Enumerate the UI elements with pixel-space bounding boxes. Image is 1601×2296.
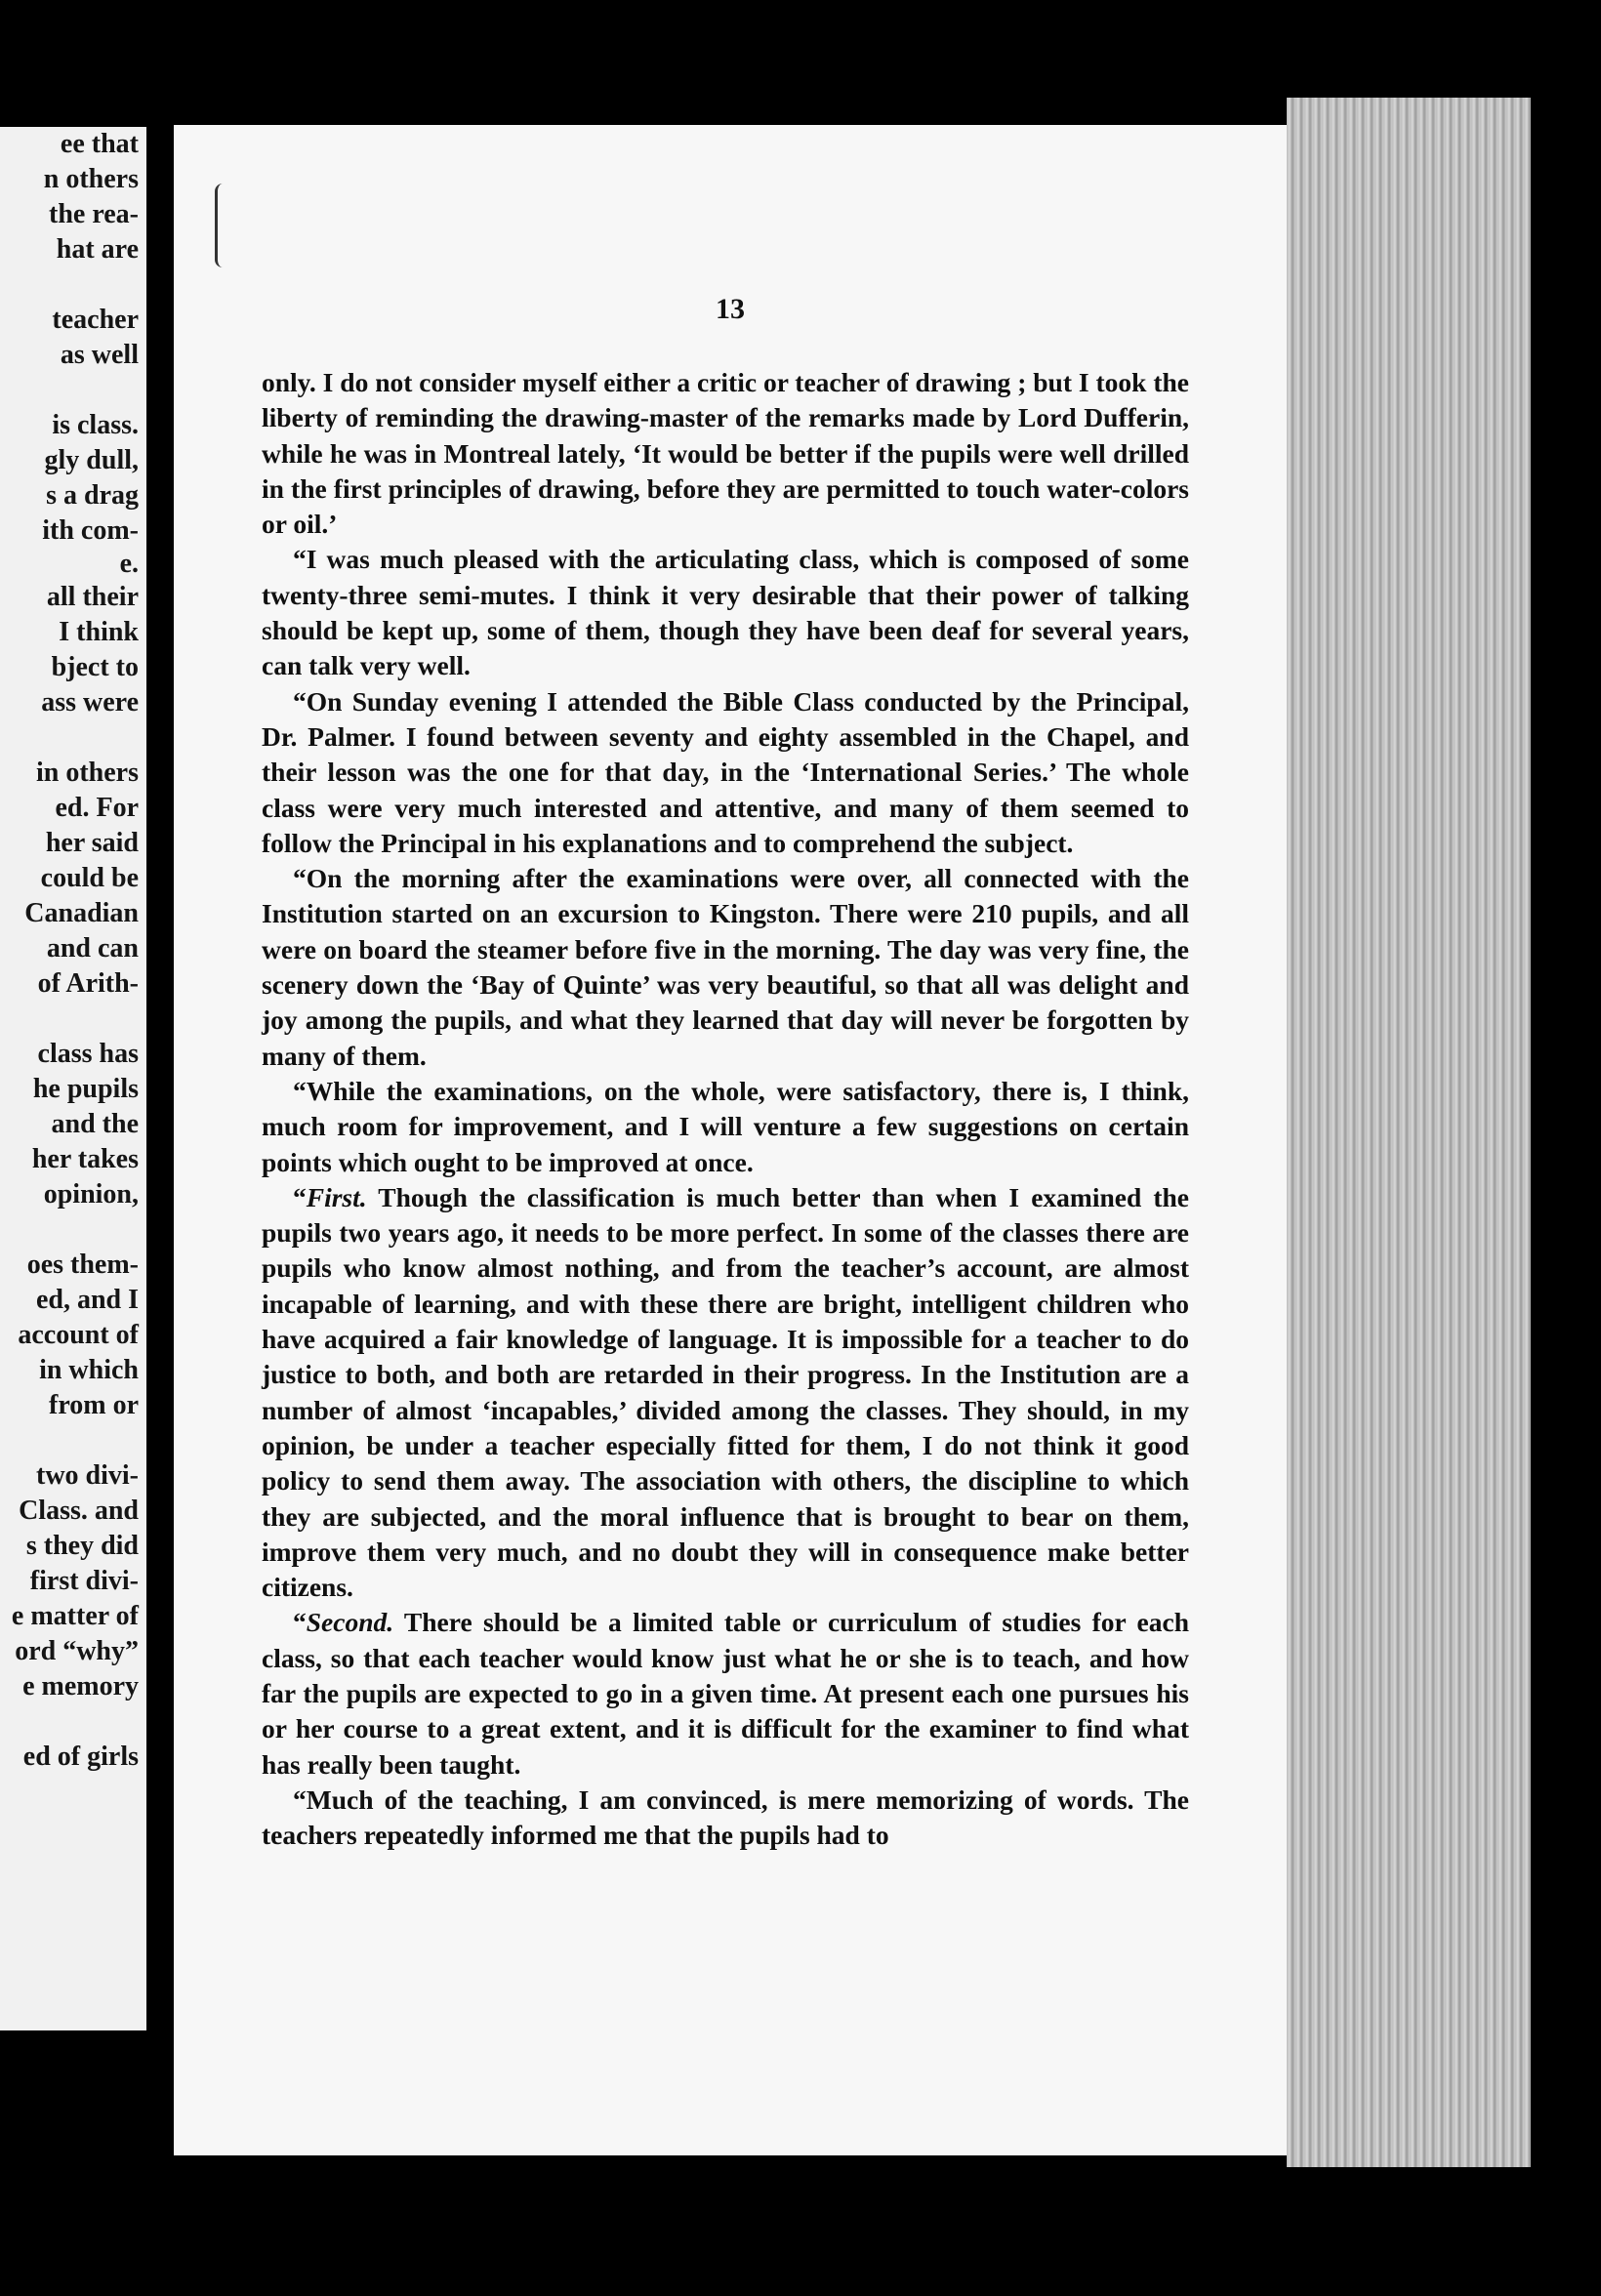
open-quote: “: [293, 1181, 307, 1212]
facing-page-line: teacher: [52, 305, 139, 335]
paragraph-lead: First.: [306, 1181, 367, 1212]
paragraph-text: “While the examinations, on the whole, were satisfactory, there is, I think, much room for improvement, and I will venture a few suggestions on certain points which ought to be improved at once.: [262, 1075, 1189, 1177]
facing-page-line: e matter of: [11, 1601, 139, 1631]
facing-page-line: two divi-: [36, 1460, 139, 1491]
paragraph-text: “On Sunday evening I attended the Bible Class conducted by the Principal, Dr. Palmer. I found between seventy and eighty assembled in the Chapel, and their lesson was the one for that day, in the ‘International Series.’ The whole class were very much interested and attentive, and many of them seemed to follow the Principal in his explanations and to comprehend the subject.: [262, 685, 1189, 858]
facing-page-line: ed, and I: [35, 1285, 139, 1315]
facing-page-line: Canadian: [24, 898, 139, 928]
facing-page-line: all their: [46, 582, 139, 612]
facing-page-line: first divi-: [29, 1566, 139, 1596]
facing-page-line: is class.: [52, 410, 139, 440]
facing-page-line: from or: [49, 1390, 139, 1420]
facing-page-line: I think: [59, 617, 139, 647]
facing-page-line: ord “why”: [15, 1636, 139, 1666]
paragraph: [262, 1180, 1189, 1606]
facing-page-line: gly dull,: [44, 445, 139, 475]
paragraph: [262, 1783, 1189, 1854]
paragraph-text: “On the morning after the examinations were over, all connected with the Institution started on an excursion to Kingston. There were 210 pupils, and all were on board the steamer before five in the morning. The day was very fine, the scenery down the ‘Bay of Quinte’ was very beautiful, so that all was delight and joy among the pupils, and what they learned that day will never be forgotten by many of them.: [262, 863, 1189, 1071]
facing-page-line: ed. For: [55, 793, 139, 823]
facing-page-line: n others: [43, 164, 139, 194]
facing-page-line: as well: [60, 340, 139, 370]
paragraph: [262, 684, 1189, 861]
paragraph-text: Though the classification is much better than when I examined the pupils two years ago, it needs to be more perfect. In some of the classes there are pupils who know almost nothing, and from the teacher’s account, are almost incapable of learning, and with these there are bright, intelligent children who have acquired a fair knowledge of language. It is impossible for a teacher to do justice to both, and both are retarded in their progress. In the Institution are a number of almost ‘incapables,’ divided among the classes. They should, in my opinion, be under a teacher especially fitted for them, I do not think it good policy to send them away. The association with others, the discipline to which they are subjected, and the moral influence that is brought to bear on them, improve them very much, and no doubt they will in consequence make better citizens.: [262, 1181, 1189, 1603]
facing-page-line: could be: [40, 863, 139, 893]
facing-page-line: hat are: [56, 234, 139, 265]
facing-page-line: oes them-: [26, 1250, 139, 1280]
facing-page-line: ee that: [60, 129, 139, 159]
facing-page-line: in others: [36, 758, 139, 788]
facing-page-line: and can: [46, 933, 139, 964]
facing-page-line: ed of girls: [22, 1742, 139, 1772]
paragraph-lead: Second.: [306, 1607, 394, 1638]
facing-page-line: ith com-: [42, 515, 139, 546]
facing-page-line: bject to: [51, 652, 139, 682]
paragraph-text: only. I do not consider myself either a critic or teacher of drawing ; but I took the liberty of reminding the drawing-master of the remarks made by Lord Dufferin, while he was in Montreal lately, ‘It would be better if the pupils were well drilled in the first principles of drawing, before they are permitted to touch water-colors or oil.’: [262, 367, 1189, 540]
paragraph: [262, 1074, 1189, 1180]
facing-page-line: s they did: [25, 1531, 139, 1561]
paragraph: [262, 542, 1189, 683]
paragraph: [262, 861, 1189, 1074]
facing-page-line: in which: [39, 1355, 139, 1385]
facing-page-line: e.: [119, 549, 139, 579]
facing-page-line: class has: [37, 1039, 139, 1069]
paragraph: [262, 1605, 1189, 1782]
page-edges: [1287, 98, 1531, 2167]
facing-page-line: s a drag: [46, 480, 139, 511]
facing-page-line: the rea-: [49, 199, 139, 229]
paragraph-text: “I was much pleased with the articulating class, which is composed of some twenty-three semi-mutes. I think it very desirable that their power of talking should be kept up, some of them, though they have been deaf for several years, can talk very well.: [262, 544, 1189, 681]
facing-page-line: e memory: [22, 1671, 139, 1702]
facing-page-line: he pupils: [32, 1074, 139, 1104]
book-page: [174, 125, 1287, 2155]
paragraph: [262, 365, 1189, 542]
margin-mark: [215, 184, 233, 267]
open-quote: “: [293, 1607, 307, 1638]
facing-page-line: her takes: [31, 1144, 139, 1174]
page-number: 13: [716, 293, 745, 325]
facing-page: [0, 127, 146, 2030]
facing-page-line: opinion,: [43, 1179, 139, 1210]
body-text: [262, 365, 1189, 1853]
facing-page-line: Class. and: [19, 1496, 139, 1526]
facing-page-line: and the: [51, 1109, 139, 1139]
facing-page-line: of Arith-: [37, 968, 139, 999]
facing-page-line: her said: [45, 828, 139, 858]
paragraph-text: “Much of the teaching, I am convinced, is mere memorizing of words. The teachers repeatedly informed me that the pupils had to: [262, 1784, 1189, 1851]
facing-page-line: account of: [18, 1320, 139, 1350]
facing-page-line: ass were: [41, 687, 139, 718]
paragraph-text: There should be a limited table or curriculum of studies for each class, so that each teacher would know just what he or she is to teach, and how far the pupils are expected to go in a given time. At present each one pursues his or her course to a great extent, and it is difficult for the examiner to find what has really been taught.: [262, 1607, 1189, 1780]
